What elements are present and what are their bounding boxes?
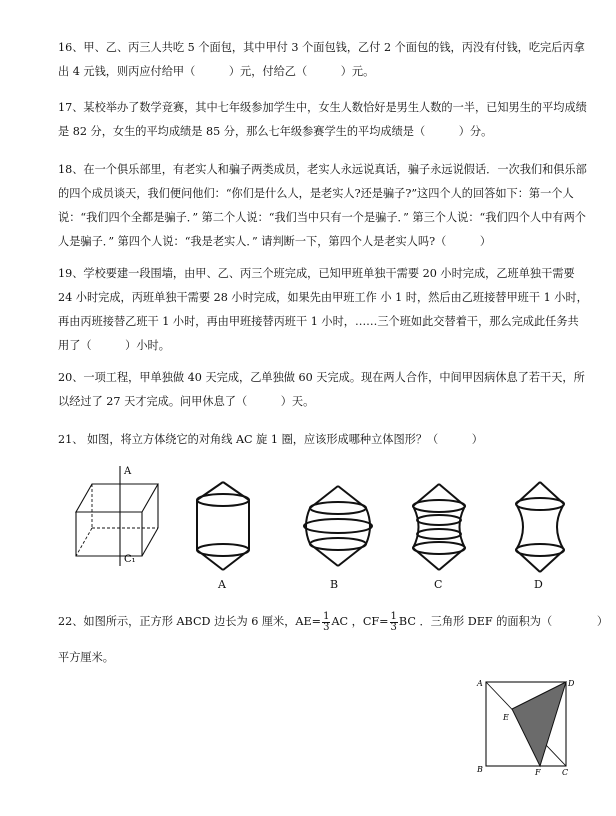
option-c-figure: [404, 476, 474, 576]
label-c: C: [562, 768, 569, 777]
option-d-figure: [508, 476, 572, 576]
question-21: 21、 如图，将立方体绕它的对角线 AC 旋 1 圈，应该形成哪种立体图形？（ ）: [58, 433, 483, 446]
question-19: 19、学校要建一段围墙，由甲、乙、丙三个班完成，已知甲班单独干需要 20 小时完成，乙班单独干需要 24 小时完成，丙班单独干需要 28 小时完成，如果先由甲班工作 小 1 时，然后由乙班接替甲班干 1 小时，再由丙班接替乙班干 1 小时，再由甲班接替丙班干 1 小时，……三个班如此交替着干，那么完成此任务共用了（ ）小时。: [58, 267, 588, 352]
q22-prefix: 22、如图所示，正方形 ABCD 边长为 6 厘米，AE=: [58, 615, 322, 628]
label-e: E: [503, 713, 509, 722]
question-16: 16、甲、乙、丙三人共吃 5 个面包，其中甲付 3 个面包钱，乙付 2 个面包的钱，丙没有付钱，吃完后丙拿出 4 元钱，则丙应付给甲（ ）元，付给乙（ ）元。: [58, 41, 585, 78]
q22-bc: BC ．三角形 DEF 的面积为（ ）: [398, 615, 609, 628]
option-c-label: C: [434, 578, 443, 591]
question-22: [58, 608, 608, 636]
question-18: 18、在一个俱乐部里，有老实人和骗子两类成员，老实人永远说真话，骗子永远说假话．一次我们和俱乐部的四个成员谈天，我们便问他们：“你们是什么人，是老实人?还是骗子?”这四个人的回答如下：第一个人说：“我们四个全都是骗子．” 第二个人说：“我们当中只有一个是骗子．” 第三个人说：“我们四个人中有两个人是骗子．” 第四个人说：“我是老实人．” 请判断一下，第四个人是老实人吗?（ ）: [58, 163, 587, 248]
question-20: 20、一项工程，甲单独做 40 天完成，乙单独做 60 天完成。现在两人合作，中间甲因病休息了若干天，所以经过了 27 天才完成。问甲休息了（ ）天。: [58, 371, 585, 408]
label-a: A: [477, 679, 483, 688]
option-a-figure: [188, 476, 258, 576]
question-22-end: 平方厘米。: [58, 651, 114, 664]
option-b-figure: [300, 476, 376, 576]
option-a-label: A: [218, 578, 226, 591]
label-b: B: [477, 765, 483, 774]
label-f: F: [535, 768, 541, 777]
cube-label-c1: C₁: [124, 554, 136, 565]
fraction-ae: $\frac{1}{3}$: [323, 610, 330, 633]
label-d: D: [568, 679, 575, 688]
triangle-def: [512, 682, 566, 766]
q22-ac: AC ，CF=: [331, 615, 389, 628]
question-17: 17、某校举办了数学竞赛，其中七年级参加学生中，女生人数恰好是男生人数的一半，已知男生的平均成绩是 82 分，女生的平均成绩是 85 分，那么七年级参赛学生的平均成绩是（ ）分。: [58, 101, 587, 138]
option-b-label: B: [330, 578, 339, 591]
cube-front-top: [76, 484, 158, 512]
option-d-label: D: [534, 578, 543, 591]
cube-label-a: A: [124, 466, 132, 477]
square-diagram: [474, 674, 578, 778]
cube-front-face: [76, 512, 142, 556]
fraction-cf: $\frac{1}{3}$: [390, 610, 397, 633]
cube-diagram: [62, 462, 172, 570]
